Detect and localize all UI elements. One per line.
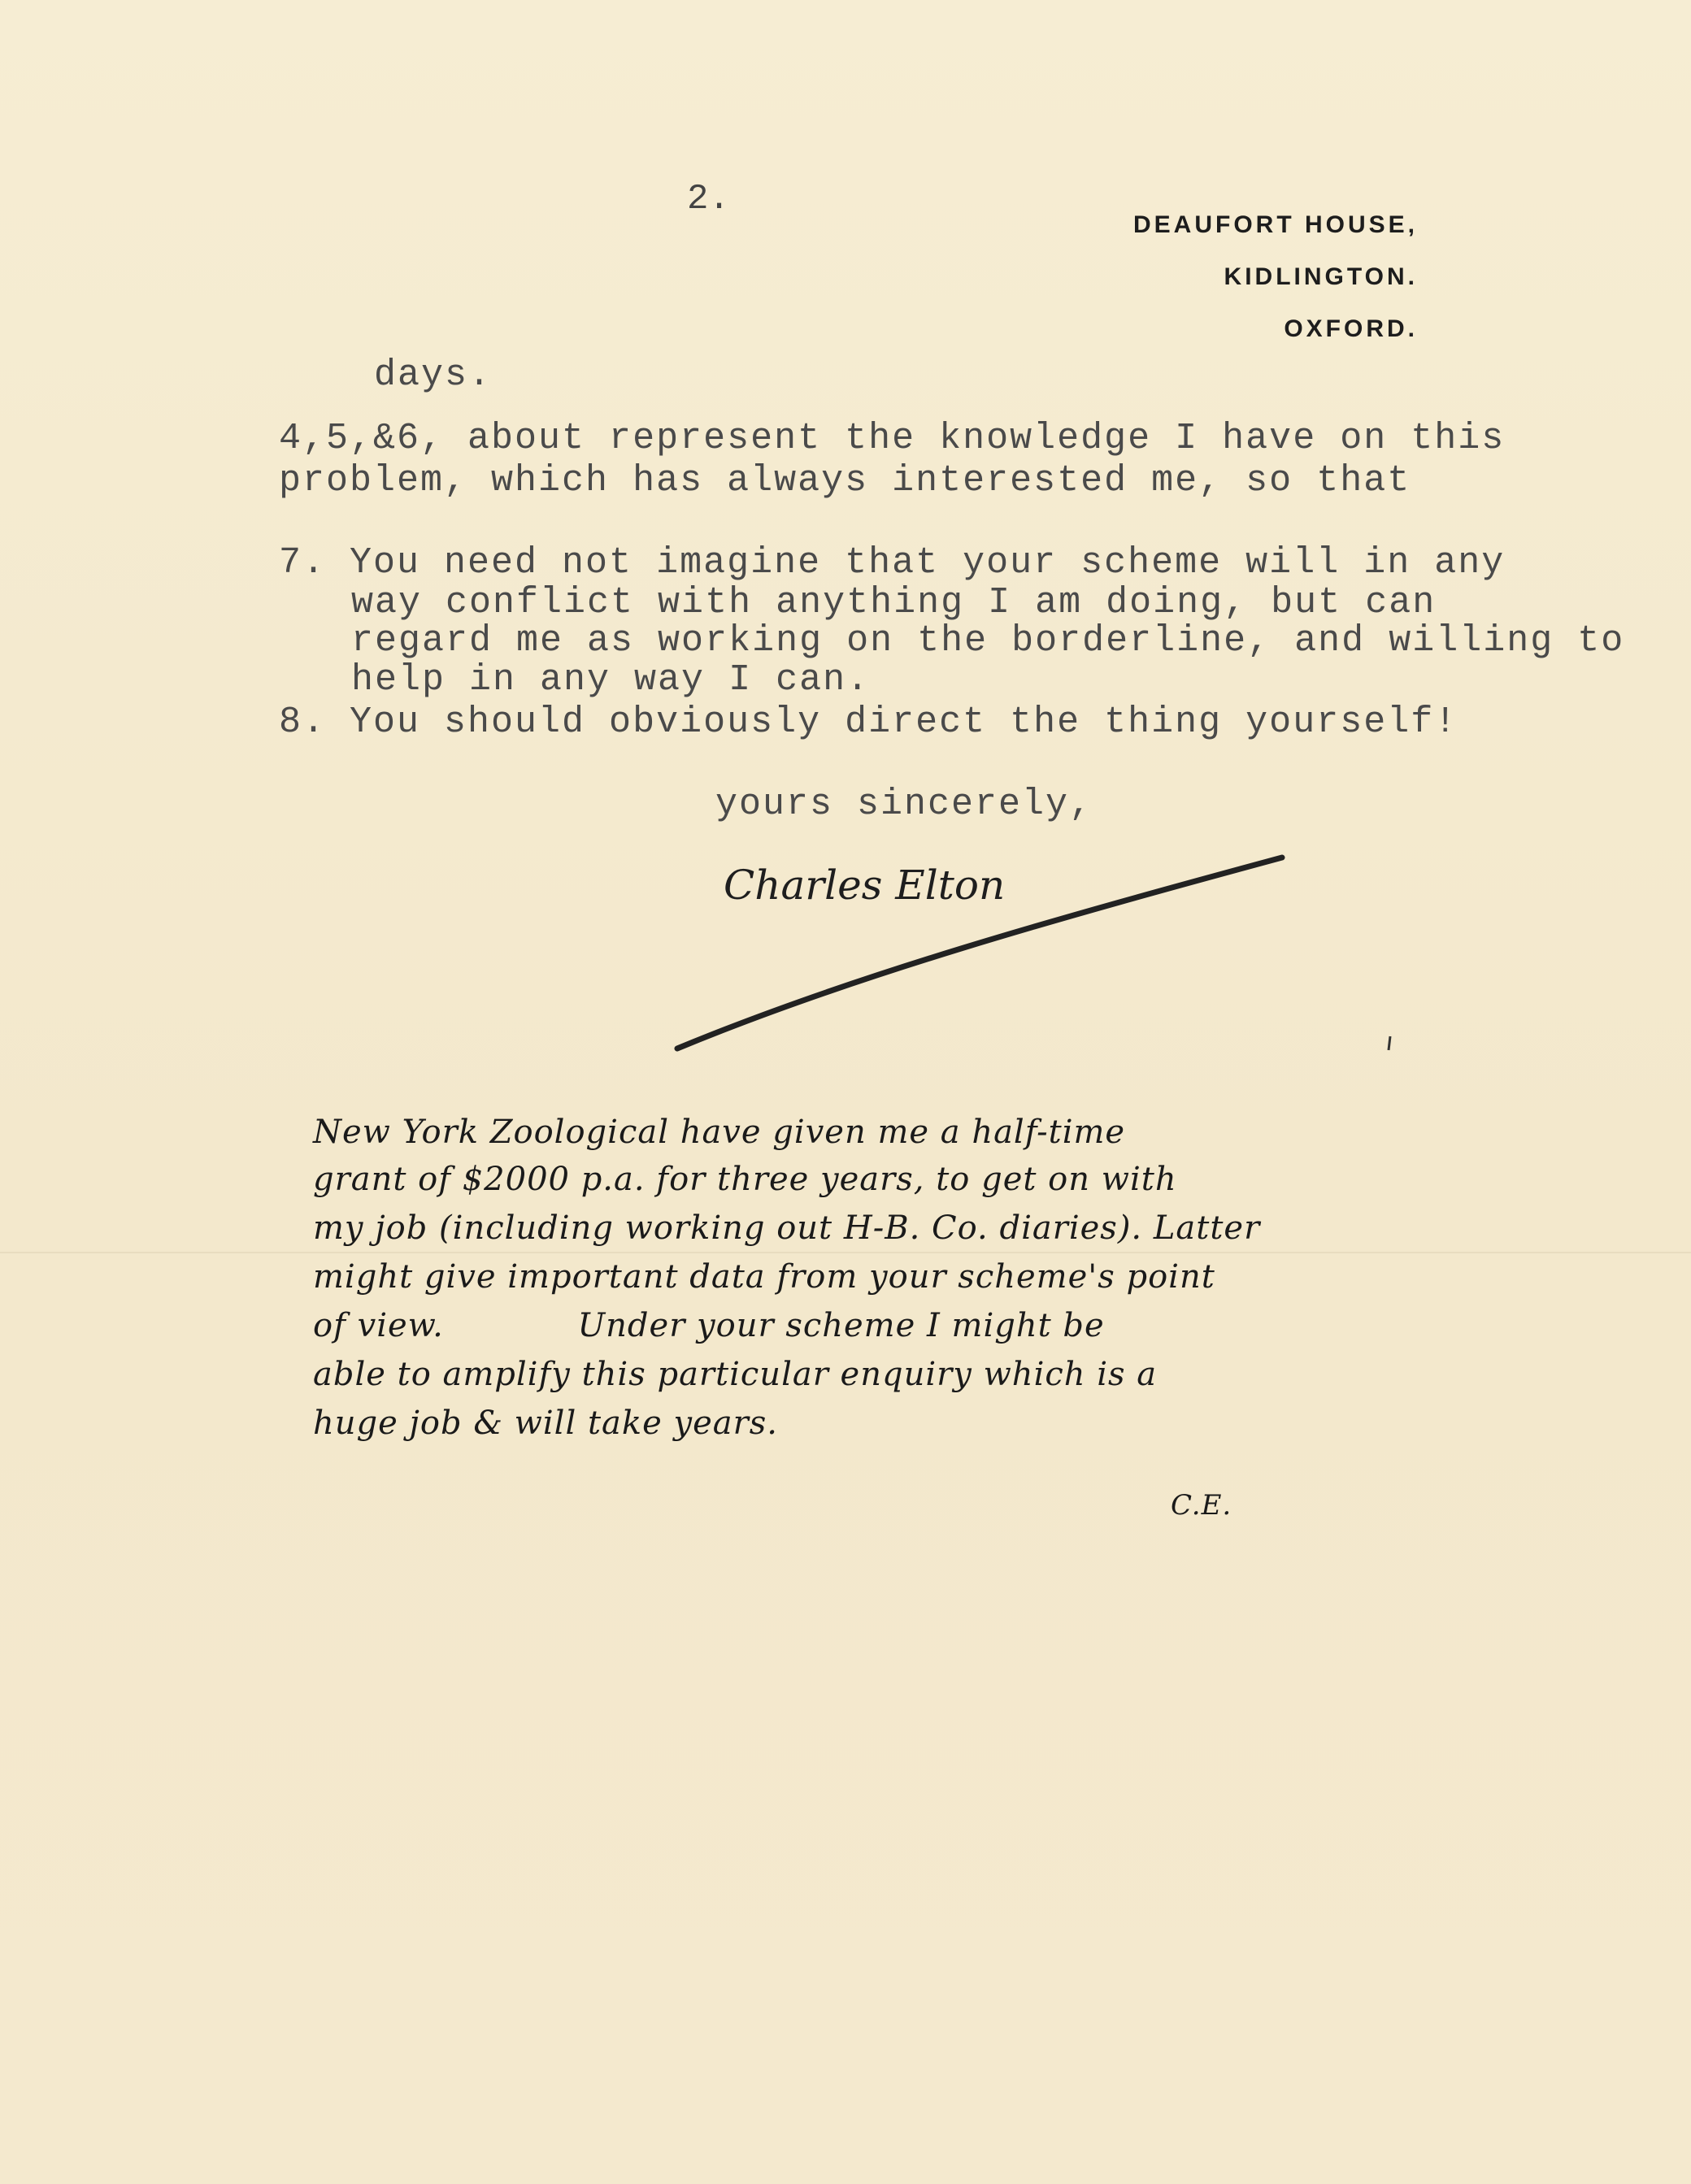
body-item7-line2: way conflict with anything I am doing, but can — [351, 582, 1437, 623]
body-item7-line1: 7. You need not imagine that your scheme will in any — [279, 542, 1506, 584]
postscript-line-3: my job (including working out H-B. Co. diaries). Latter — [313, 1209, 1261, 1247]
letterhead-line-2: KIDLINGTON. — [1224, 263, 1418, 290]
postscript-line-4: might give important data from your scheme's point — [313, 1258, 1215, 1296]
body-para1-line2: problem, which has always interested me, so that — [279, 460, 1411, 501]
body-item7-line3: regard me as working on the borderline, and willing to — [351, 620, 1625, 662]
closing: yours sincerely, — [715, 784, 1093, 825]
signature: Charles Elton — [724, 862, 1006, 909]
body-para1-line1: 4,5,&6, about represent the knowledge I have on this — [279, 418, 1506, 459]
letterhead-line-3: OXFORD. — [1284, 315, 1418, 342]
postscript-line-5: of view. Under your scheme I might be — [313, 1307, 1105, 1344]
body-item7-line4: help in any way I can. — [351, 659, 871, 701]
letterhead-line-1: DEAUFORT HOUSE, — [1132, 211, 1418, 238]
postscript-line-6: able to amplify this particular enquiry which is a — [313, 1356, 1158, 1393]
body-item8: 8. You should obviously direct the thing yourself! — [279, 701, 1458, 743]
postscript-line-1: New York Zoological have given me a half-time — [313, 1114, 1126, 1151]
body-line-days: days. — [374, 354, 493, 396]
postscript-line-7: huge job & will take years. — [313, 1405, 778, 1442]
postscript-initials: C.E. — [1171, 1489, 1232, 1522]
postscript-line-2: grant of $2000 p.a. for three years, to get on with — [313, 1161, 1177, 1198]
page-number: 2. — [687, 179, 730, 219]
